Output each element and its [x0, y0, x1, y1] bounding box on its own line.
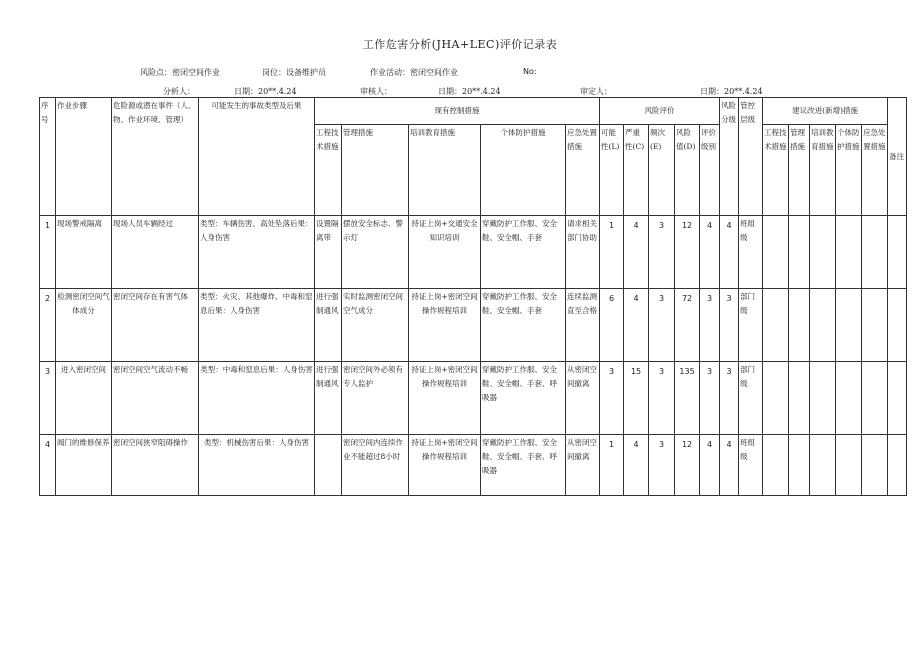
row-i-emerg: [862, 216, 888, 289]
row-i-train: [810, 289, 836, 362]
row-i-ppe: [836, 289, 862, 362]
table-row: [40, 289, 907, 362]
row-mgmt: 实时监测密闭空间空气成分: [342, 289, 409, 362]
row-hazard: 密闭空间狭窄阻碍操作: [112, 435, 199, 496]
row-ppe: 穿戴防护工作服、安全鞋、安全帽、手套、呼吸器: [481, 362, 566, 435]
row-L: 1: [600, 216, 624, 289]
row-C: 15: [624, 362, 649, 435]
row-i-ppe: [836, 216, 862, 289]
row-D: 12: [675, 435, 700, 496]
row-step: 阀门的维修保养: [56, 435, 112, 496]
work-activity: 作业活动：密闭空间作业: [370, 68, 458, 77]
row-seq: 3: [40, 362, 56, 435]
row-grade: 4: [700, 435, 720, 496]
header-current-controls: 现有控制措施: [315, 98, 600, 125]
row-remark: [888, 216, 907, 289]
position: 岗位：设备维护员: [262, 68, 326, 77]
row-step: 进入密闭空间: [56, 362, 112, 435]
row-L: 6: [600, 289, 624, 362]
row-mgmt: 密闭空间内连续作业不能超过8小时: [342, 435, 409, 496]
header-i-mgmt: 管理措施: [789, 125, 810, 216]
row-ppe: 穿戴防护工作服、安全鞋、安全帽、手套: [481, 216, 566, 289]
row-i-emerg: [862, 289, 888, 362]
row-grade: 3: [700, 289, 720, 362]
row-i-eng: [763, 435, 789, 496]
row-risk-level: 4: [720, 216, 739, 289]
row-E: 3: [649, 362, 675, 435]
reviewer: 审核人：: [360, 87, 392, 96]
analyst: 分析人：: [163, 87, 195, 96]
table-row: [40, 216, 907, 289]
row-remark: [888, 435, 907, 496]
row-C: 4: [624, 435, 649, 496]
row-D: 135: [675, 362, 700, 435]
row-i-eng: [763, 216, 789, 289]
row-eng: [315, 435, 342, 496]
row-emerg: 请求相关部门协助: [566, 216, 600, 289]
review-date: 日期：20**.4.24: [438, 87, 501, 96]
header-hazard: 危险源或潜在事件（人、物、作业环境、管理）: [112, 98, 199, 216]
table-row: [40, 435, 907, 496]
row-emerg: 连续监测直至合格: [566, 289, 600, 362]
header-consequence: 可能发生的事故类型及后果: [199, 98, 315, 216]
header-mgmt-level: 管控层级: [739, 98, 763, 216]
header-L: 可能性(L): [600, 125, 624, 216]
row-hazard: 密闭空间空气流动不畅: [112, 362, 199, 435]
row-i-emerg: [862, 362, 888, 435]
row-consequence: 类型：车辆伤害、高处坠落后果：人身伤害: [199, 216, 315, 289]
row-ppe: 穿戴防护工作服、安全鞋、安全帽、手套: [481, 289, 566, 362]
header-risk-eval: 风险评价: [600, 98, 720, 125]
row-consequence: 类型：火灾、其他爆炸、中毒和窒息后果：人身伤害: [199, 289, 315, 362]
row-remark: [888, 289, 907, 362]
row-train: 持证上岗+交通安全知识培训: [409, 216, 481, 289]
header-step: 作业步骤: [56, 98, 112, 216]
approver: 审定人：: [580, 87, 612, 96]
header-i-emerg: 应急处置措施: [862, 125, 888, 216]
row-risk-level: 3: [720, 289, 739, 362]
row-i-train: [810, 435, 836, 496]
row-consequence: 类型：中毒和窒息后果：人身伤害: [199, 362, 315, 435]
row-i-ppe: [836, 435, 862, 496]
row-mgmt-level: 部门级: [739, 362, 763, 435]
row-E: 3: [649, 289, 675, 362]
risk-point: 风险点：密闭空间作业: [140, 68, 220, 77]
row-eng: 进行强制通风: [315, 362, 342, 435]
row-i-mgmt: [789, 289, 810, 362]
row-emerg: 从密闭空间撤离: [566, 435, 600, 496]
row-step: 现场警戒隔离: [56, 216, 112, 289]
header-seq: 序号: [40, 98, 56, 216]
row-D: 12: [675, 216, 700, 289]
row-train: 持证上岗+密闭空间操作规程培训: [409, 289, 481, 362]
row-mgmt: 摆放安全标志、警示灯: [342, 216, 409, 289]
analysis-date: 日期：20**.4.24: [234, 87, 297, 96]
header-remark: 备注: [888, 98, 907, 216]
row-L: 3: [600, 362, 624, 435]
row-C: 4: [624, 289, 649, 362]
row-i-mgmt: [789, 362, 810, 435]
row-eng: 进行强制通风: [315, 289, 342, 362]
row-grade: 3: [700, 362, 720, 435]
row-train: 持证上岗+密闭空间操作规程培训: [409, 435, 481, 496]
row-mgmt-level: 部门级: [739, 289, 763, 362]
row-hazard: 密闭空间存在有害气体: [112, 289, 199, 362]
row-i-eng: [763, 289, 789, 362]
header-i-ppe: 个体防护措施: [836, 125, 862, 216]
row-mgmt-level: 班组级: [739, 435, 763, 496]
row-C: 4: [624, 216, 649, 289]
row-hazard: 现场人员车辆经过: [112, 216, 199, 289]
row-i-mgmt: [789, 435, 810, 496]
record-number: No:: [523, 67, 537, 76]
row-i-mgmt: [789, 216, 810, 289]
jha-table: [39, 97, 907, 496]
row-seq: 1: [40, 216, 56, 289]
row-ppe: 穿戴防护工作服、安全鞋、安全帽、手套、呼吸器: [481, 435, 566, 496]
header-eng: 工程技术措施: [315, 125, 342, 216]
header-E: 频次(E): [649, 125, 675, 216]
header-risk-level: 风险分级: [720, 98, 739, 216]
row-D: 72: [675, 289, 700, 362]
row-consequence: 类型：机械伤害后果：人身伤害: [199, 435, 315, 496]
header-grade: 评价级别: [700, 125, 720, 216]
row-emerg: 从密闭空间撤离: [566, 362, 600, 435]
table-row: [40, 362, 907, 435]
row-mgmt-level: 班组级: [739, 216, 763, 289]
row-i-train: [810, 216, 836, 289]
row-i-train: [810, 362, 836, 435]
header-improvements: 建议改进(新增)措施: [763, 98, 888, 125]
header-i-train: 培训教育措施: [810, 125, 836, 216]
header-mgmt: 管理措施: [342, 125, 409, 216]
header-emerg: 应急处置措施: [566, 125, 600, 216]
row-mgmt: 密闭空间外必须有专人监护: [342, 362, 409, 435]
header-D: 风险值(D): [675, 125, 700, 216]
header-C: 严重性(C): [624, 125, 649, 216]
page-title: 工作危害分析(JHA+LEC)评价记录表: [362, 38, 558, 51]
row-eng: 设置隔离带: [315, 216, 342, 289]
row-risk-level: 4: [720, 435, 739, 496]
row-i-emerg: [862, 435, 888, 496]
row-risk-level: 3: [720, 362, 739, 435]
approval-date: 日期：20**.4.24: [700, 87, 763, 96]
row-step: 检测密闭空间气体成分: [56, 289, 112, 362]
row-E: 3: [649, 216, 675, 289]
row-i-ppe: [836, 362, 862, 435]
row-seq: 2: [40, 289, 56, 362]
header-i-eng: 工程技术措施: [763, 125, 789, 216]
row-E: 3: [649, 435, 675, 496]
row-train: 持证上岗+密闭空间操作规程培训: [409, 362, 481, 435]
header-train: 培训教育措施: [409, 125, 481, 216]
row-i-eng: [763, 362, 789, 435]
row-remark: [888, 362, 907, 435]
row-L: 1: [600, 435, 624, 496]
row-seq: 4: [40, 435, 56, 496]
header-ppe: 个体防护措施: [481, 125, 566, 216]
row-grade: 4: [700, 216, 720, 289]
